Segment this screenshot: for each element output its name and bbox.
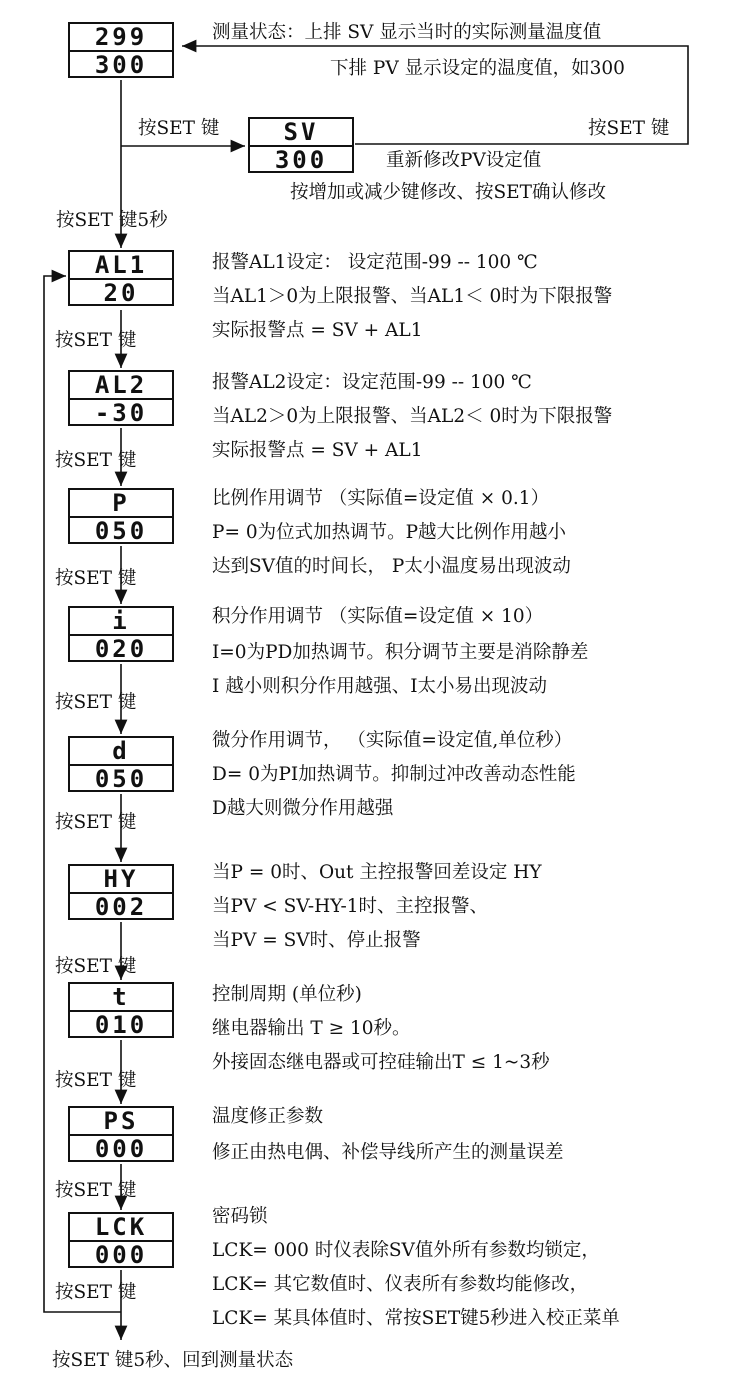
lck-desc-1: 密码锁 [212,1206,268,1227]
hy-desc-3: 当PV = SV时、停止报警 [212,930,421,951]
lck-desc-2: LCK= 000 时仪表除SV值外所有参数均锁定， [212,1240,600,1261]
t-desc-3: 外接固态继电器或可控硅输出T ≤ 1~3秒 [212,1052,550,1073]
al1-key: 按SET 键 [55,330,137,351]
al1-desc-3: 实际报警点 = SV + AL1 [212,320,423,341]
display-bottom: 20 [103,279,139,307]
sv-key-right: 按SET 键 [588,118,670,139]
display-bottom: 000 [94,1241,148,1269]
i-key: 按SET 键 [55,692,137,713]
hy-desc-2: 当PV < SV-HY-1时、主控报警、 [212,896,488,917]
sv-edit-display [248,117,354,173]
al2-desc-2: 当AL2＞0为上限报警、当AL2＜ 0时为下限报警 [212,406,613,427]
ps-desc-1: 温度修正参数 [212,1106,324,1127]
t-key: 按SET 键 [55,1070,137,1091]
al1-desc-2: 当AL1＞0为上限报警、当AL1＜ 0时为下限报警 [212,286,613,307]
sv-desc-2: 按增加或减少键修改、按SET确认修改 [290,182,607,203]
display-top: AL1 [70,252,172,280]
d-key: 按SET 键 [55,812,137,833]
d-desc-2: D= 0为PI加热调节。抑制过冲改善动态性能 [212,764,576,785]
display-top: LCK [70,1214,172,1242]
display-top: AL2 [70,372,172,400]
t-desc-2: 继电器输出 T ≥ 10秒。 [212,1018,411,1039]
d-desc-1: 微分作用调节， （实际值=设定值,单位秒） [212,730,573,751]
al1-desc-1: 报警AL1设定： 设定范围-99 -- 100 ℃ [212,252,538,273]
display-bottom: 300 [274,146,328,174]
ps-desc-2: 修正由热电偶、补偿导线所产生的测量误差 [212,1142,564,1163]
param-display-ps [68,1106,174,1162]
p-desc-3: 达到SV值的时间长， P太小温度易出现波动 [212,556,571,577]
display-bottom: 020 [94,635,148,663]
param-display-t [68,982,174,1038]
measure-desc-1: 测量状态：上排 SV 显示当时的实际测量温度值 [212,22,602,43]
t-desc-1: 控制周期 (单位秒) [212,984,362,1005]
al2-key: 按SET 键 [55,450,137,471]
param-display-al2 [68,370,174,426]
display-bottom: 050 [94,765,148,793]
ps-key: 按SET 键 [55,1180,137,1201]
display-top: t [70,984,172,1012]
lck-key: 按SET 键 [55,1282,137,1303]
measure-display [68,22,174,78]
p-key: 按SET 键 [55,568,137,589]
p-desc-2: P= 0为位式加热调节。P越大比例作用越小 [212,522,567,543]
param-display-i [68,606,174,662]
display-bottom: 050 [94,517,148,545]
display-bottom: 002 [94,893,148,921]
al2-desc-1: 报警AL2设定：设定范围-99 -- 100 ℃ [212,372,532,393]
param-display-lck [68,1212,174,1268]
param-display-p [68,488,174,544]
display-top: SV [250,119,352,147]
display-top: HY [70,866,172,894]
display-top: i [70,608,172,636]
d-desc-3: D越大则微分作用越强 [212,798,394,819]
i-desc-2: I=0为PD加热调节。积分调节主要是消除静差 [212,642,589,663]
al2-desc-3: 实际报警点 = SV + AL1 [212,440,423,461]
param-display-d [68,736,174,792]
param-display-al1 [68,250,174,306]
display-top: d [70,738,172,766]
lck-desc-3: LCK= 其它数值时、仪表所有参数均能修改， [212,1274,589,1295]
display-bottom: 300 [94,51,148,79]
p-desc-1: 比例作用调节 （实际值=设定值 × 0.1） [212,488,550,509]
hy-desc-1: 当P = 0时、Out 主控报警回差设定 HY [212,862,542,883]
display-bottom: 010 [94,1011,148,1039]
display-top: P [70,490,172,518]
hy-key: 按SET 键 [55,956,137,977]
param-display-hy [68,864,174,920]
measure-desc-2: 下排 PV 显示设定的温度值，如300 [330,58,625,79]
exit-label: 按SET 键5秒、回到测量状态 [52,1350,294,1371]
i-desc-1: 积分作用调节 （实际值=设定值 × 10） [212,606,544,627]
display-bottom: -30 [94,399,148,427]
sv-desc-1: 重新修改PV设定值 [386,150,542,171]
enter-label: 按SET 键5秒 [56,210,168,231]
display-top: PS [70,1108,172,1136]
display-bottom: 000 [94,1135,148,1163]
i-desc-3: I 越小则积分作用越强、I太小易出现波动 [212,676,547,697]
lck-desc-4: LCK= 某具体值时、常按SET键5秒进入校正菜单 [212,1308,620,1329]
display-top: 299 [70,24,172,52]
sv-key-left: 按SET 键 [138,118,220,139]
